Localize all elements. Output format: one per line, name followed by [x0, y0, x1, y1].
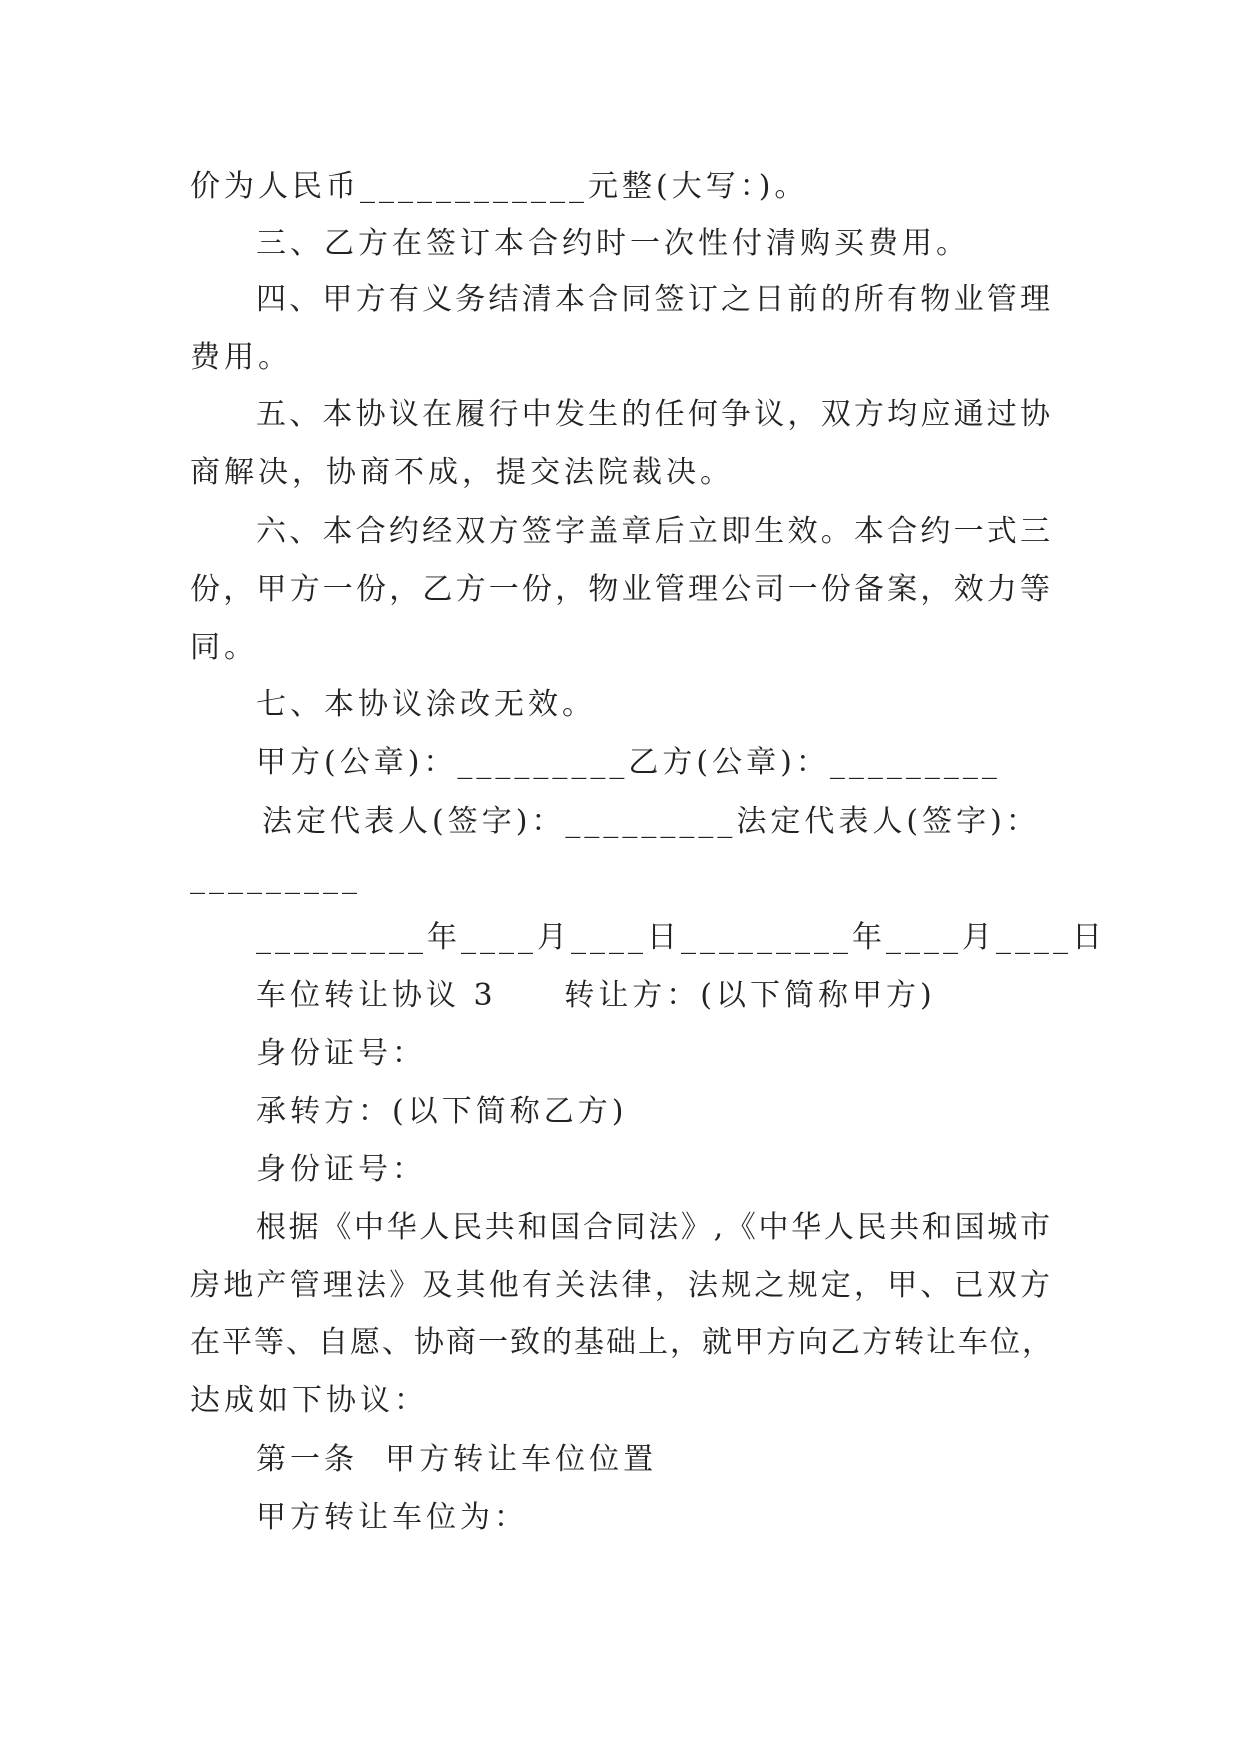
- transferee-label: 承转方：(以下简称乙方): [256, 1094, 628, 1129]
- text-line-clause-5-cont: 商解决，协商不成，提交法院裁决。: [190, 455, 734, 490]
- text-line-clause-4-cont: 费用。: [190, 340, 292, 375]
- text-line-basis-2: 房地产管理法》及其他有关法律，法规之规定，甲、已双方: [190, 1268, 1052, 1303]
- text-line-basis-1: 根据《中华人民共和国合同法》,《中华人民共和国城市: [256, 1210, 1052, 1245]
- transferor-id-label: 身份证号：: [256, 1036, 426, 1071]
- heading-agreement-3: 车位转让协议 3 转让方：(以下简称甲方): [256, 978, 936, 1013]
- text-line-clause-6-cont: 份，甲方一份，乙方一份，物业管理公司一份备案，效力等: [190, 572, 1052, 607]
- article-1-heading: 第一条 甲方转让车位位置: [256, 1442, 658, 1477]
- text-line-basis-4: 达成如下协议：: [190, 1383, 428, 1418]
- text-line-basis-3: 在平等、自愿、协商一致的基础上，就甲方向乙方转让车位，: [190, 1325, 1054, 1360]
- signature-representative-line: 法定代表人(签字)：_________法定代表人(签字)：: [262, 804, 1040, 839]
- text-line-clause-3: 三、乙方在签订本合约时一次性付清购买费用。: [256, 226, 970, 261]
- article-1-text: 甲方转让车位为：: [256, 1500, 528, 1535]
- signature-blank: _________: [190, 860, 361, 895]
- text-line-clause-7: 七、本协议涂改无效。: [256, 687, 596, 722]
- text-line-clause-6: 六、本合约经双方签字盖章后立即生效。本合约一式三: [256, 514, 1052, 549]
- transferee-id-label: 身份证号：: [256, 1152, 426, 1187]
- date-line: _________年____月____日_________年____月____日: [256, 920, 1106, 955]
- text-line-price: 价为人民币____________元整(大写：)。: [190, 169, 809, 204]
- text-line-clause-4: 四、甲方有义务结清本合同签订之日前的所有物业管理: [256, 282, 1052, 317]
- text-line-clause-6-end: 同。: [190, 630, 258, 665]
- signature-seal-line: 甲方(公章)：_________乙方(公章)：_________: [256, 745, 1001, 780]
- text-line-clause-5: 五、本协议在履行中发生的任何争议，双方均应通过协: [256, 397, 1052, 432]
